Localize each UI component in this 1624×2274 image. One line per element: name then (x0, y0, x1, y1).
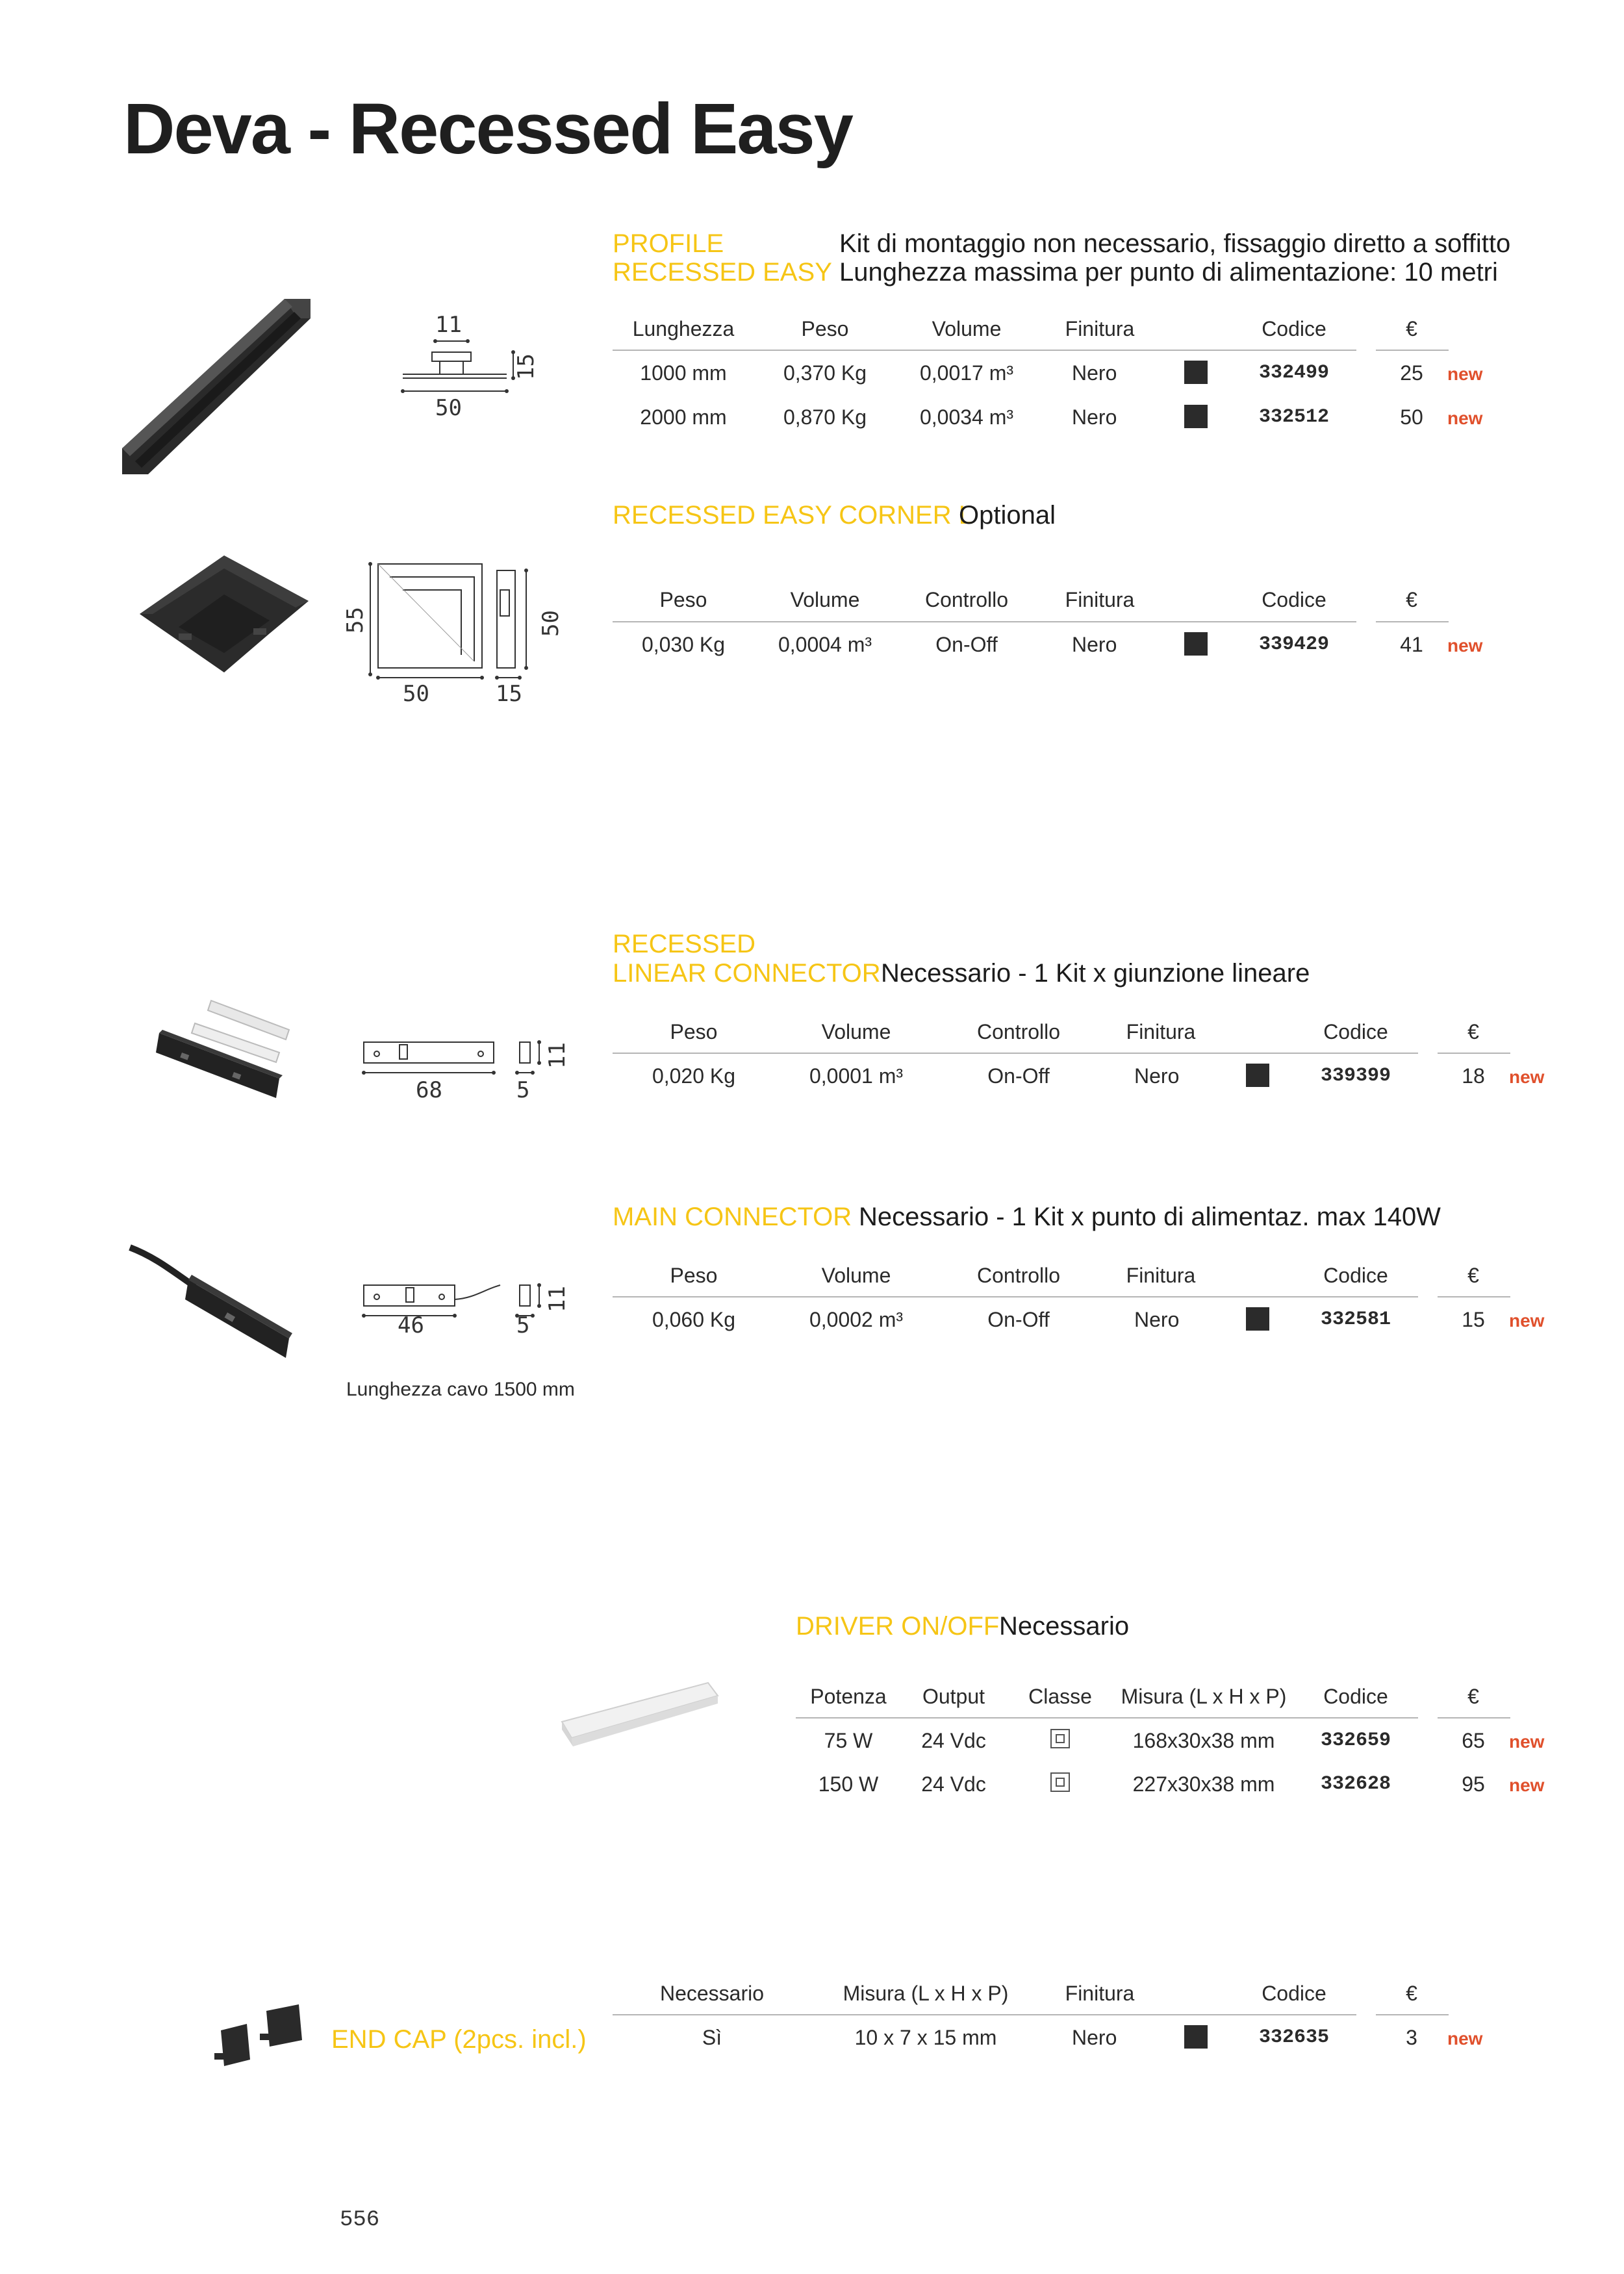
main-row1-weight: 0,060 Kg (652, 1308, 736, 1331)
linear-header-control: Controllo (976, 1020, 1061, 1043)
profile-row2-finish: Nero (1072, 405, 1117, 429)
corner-desc: Optional (959, 501, 1056, 530)
main-desc: Necessario - 1 Kit x punto di alimentaz. max 140W (859, 1203, 1441, 1231)
linear-header-weight: Peso (670, 1020, 718, 1043)
profile-price-rule (1376, 350, 1449, 351)
profile-row1-price: 25 (1400, 361, 1423, 385)
new-badge: new (1447, 635, 1483, 656)
main-header-rule (613, 1296, 1418, 1297)
profile-dimension-drawing (400, 338, 516, 396)
endcap-header-code: Codice (1262, 1982, 1326, 2005)
black-swatch-icon (1184, 632, 1208, 656)
new-badge: new (1509, 1775, 1545, 1795)
driver-row1-power: 75 W (824, 1729, 873, 1752)
new-badge: new (1447, 408, 1483, 428)
profile-row2-code: 332512 (1258, 406, 1330, 428)
main-connector-product-image (130, 1241, 292, 1358)
driver-header-class: Classe (1028, 1685, 1092, 1708)
profile-row1-finish: Nero (1072, 361, 1117, 385)
profile-header-price: € (1406, 317, 1417, 340)
linear-header-code: Codice (1323, 1020, 1388, 1043)
driver-row1-output: 24 Vdc (921, 1729, 986, 1752)
driver-row2-size: 227x30x38 mm (1132, 1772, 1275, 1796)
endcap-price-rule (1376, 2014, 1449, 2015)
profile-row1-weight: 0,370 Kg (783, 361, 867, 385)
corner-header-weight: Peso (659, 588, 707, 611)
profile-header-length: Lunghezza (632, 317, 735, 340)
linear-header-finish: Finitura (1126, 1020, 1196, 1043)
new-badge: new (1509, 1731, 1545, 1752)
class-ii-double-insulation-icon (1050, 1772, 1070, 1792)
end-cap-name: END CAP (2pcs. incl.) (331, 2025, 587, 2054)
endcap-header-rule (613, 2014, 1356, 2015)
profile-row2-volume: 0,0034 m³ (919, 405, 1014, 429)
corner-header-code: Codice (1262, 588, 1326, 611)
driver-row2-output: 24 Vdc (921, 1772, 986, 1796)
linear-price-rule (1438, 1053, 1510, 1054)
driver-header-size: Misura (L x H x P) (1121, 1685, 1287, 1708)
black-swatch-icon (1184, 361, 1208, 384)
corner-header-control: Controllo (924, 588, 1009, 611)
page-number: 556 (340, 2208, 380, 2232)
endcap-header-size: Misura (L x H x P) (843, 1982, 1009, 2005)
main-row1-volume: 0,0002 m³ (809, 1308, 904, 1331)
black-swatch-icon (1184, 2025, 1208, 2049)
corner-dimension-drawing (364, 564, 539, 681)
linear-name-line2: LINEAR CONNECTOR (613, 959, 881, 988)
corner-header-rule (613, 621, 1356, 622)
page-title: Deva - Recessed Easy (123, 89, 852, 169)
driver-name: DRIVER ON/OFF (796, 1612, 1000, 1641)
corner-dim-left: 55 (342, 607, 368, 633)
profile-header-finish: Finitura (1065, 317, 1135, 340)
main-connector-dimension-drawing (361, 1280, 568, 1332)
linear-header-rule (613, 1053, 1418, 1054)
profile-name-line1: PROFILE (613, 229, 724, 258)
profile-dim-side: 15 (513, 353, 539, 380)
main-row1-price: 15 (1462, 1308, 1485, 1331)
linear-row1-price: 18 (1462, 1064, 1485, 1088)
main-header-code: Codice (1323, 1264, 1388, 1287)
main-row1-finish: Nero (1134, 1308, 1180, 1331)
main-row1-control: On-Off (987, 1308, 1050, 1331)
corner-product-image (140, 556, 309, 672)
linear-header-price: € (1467, 1020, 1479, 1043)
driver-row2-price: 95 (1462, 1772, 1485, 1796)
profile-header-code: Codice (1262, 317, 1326, 340)
linear-desc: Necessario - 1 Kit x giunzione lineare (881, 959, 1310, 988)
new-badge: new (1447, 2028, 1483, 2049)
profile-desc-line1: Kit di montaggio non necessario, fissaggio diretto a soffitto (839, 229, 1511, 258)
main-name: MAIN CONNECTOR (613, 1203, 852, 1231)
driver-header-price: € (1467, 1685, 1479, 1708)
corner-row1-price: 41 (1400, 633, 1423, 656)
class-ii-double-insulation-icon (1050, 1729, 1070, 1748)
profile-row2-price: 50 (1400, 405, 1423, 429)
cable-length-note: Lunghezza cavo 1500 mm (346, 1379, 575, 1400)
main-dim-length: 46 (398, 1312, 424, 1338)
new-badge: new (1447, 364, 1483, 384)
corner-dim-bottom-a: 50 (403, 681, 429, 707)
endcap-row1-code: 332635 (1258, 2026, 1330, 2049)
linear-name-line1: RECESSED (613, 930, 756, 958)
main-row1-code: 332581 (1320, 1309, 1391, 1331)
black-swatch-icon (1246, 1307, 1269, 1331)
linear-dim-height: 11 (544, 1042, 570, 1069)
profile-header-rule (613, 350, 1356, 351)
profile-row1-volume: 0,0017 m³ (919, 361, 1014, 385)
corner-row1-finish: Nero (1072, 633, 1117, 656)
driver-product-image (559, 1676, 721, 1748)
corner-name: RECESSED EASY CORNER L (613, 501, 973, 530)
endcap-header-required: Necessario (659, 1982, 765, 2005)
main-dim-width: 5 (516, 1312, 530, 1338)
linear-row1-volume: 0,0001 m³ (809, 1064, 904, 1088)
corner-row1-control: On-Off (935, 633, 998, 656)
corner-row1-weight: 0,030 Kg (641, 633, 726, 656)
endcap-row1-size: 10 x 7 x 15 mm (854, 2026, 997, 2049)
black-swatch-icon (1184, 405, 1208, 428)
corner-dim-bottom-b: 15 (496, 681, 522, 707)
driver-header-rule (796, 1717, 1418, 1718)
driver-header-output: Output (922, 1685, 985, 1708)
driver-header-code: Codice (1323, 1685, 1388, 1708)
corner-price-rule (1376, 621, 1449, 622)
linear-header-volume: Volume (821, 1020, 891, 1043)
profile-dim-bottom: 50 (435, 395, 462, 421)
main-dim-height: 11 (544, 1286, 570, 1312)
corner-header-finish: Finitura (1065, 588, 1135, 611)
endcap-header-price: € (1406, 1982, 1417, 2005)
main-header-volume: Volume (821, 1264, 891, 1287)
corner-header-volume: Volume (790, 588, 860, 611)
endcap-row1-required: Sì (702, 2026, 722, 2049)
driver-price-rule (1438, 1717, 1510, 1718)
corner-header-price: € (1406, 588, 1417, 611)
end-cap-product-image (214, 2004, 305, 2076)
profile-row2-weight: 0,870 Kg (783, 405, 867, 429)
linear-dim-width: 5 (516, 1077, 530, 1103)
corner-row1-code: 339429 (1258, 633, 1330, 656)
endcap-row1-price: 3 (1406, 2026, 1417, 2049)
main-header-control: Controllo (976, 1264, 1061, 1287)
endcap-row1-finish: Nero (1072, 2026, 1117, 2049)
profile-dim-top: 11 (435, 312, 462, 338)
driver-header-power: Potenza (810, 1685, 887, 1708)
main-header-price: € (1467, 1264, 1479, 1287)
linear-connector-product-image (156, 994, 299, 1098)
linear-row1-code: 339399 (1320, 1065, 1391, 1087)
driver-row1-price: 65 (1462, 1729, 1485, 1752)
profile-row1-length: 1000 mm (640, 361, 727, 385)
new-badge: new (1509, 1067, 1545, 1087)
driver-row2-code: 332628 (1320, 1773, 1391, 1795)
linear-row1-finish: Nero (1134, 1064, 1180, 1088)
main-price-rule (1438, 1296, 1510, 1297)
main-header-weight: Peso (670, 1264, 718, 1287)
corner-dim-right: 50 (538, 610, 564, 637)
linear-connector-dimension-drawing (361, 1037, 568, 1089)
main-header-finish: Finitura (1126, 1264, 1196, 1287)
corner-row1-volume: 0,0004 m³ (778, 633, 872, 656)
linear-dim-length: 68 (416, 1077, 442, 1103)
driver-row1-code: 332659 (1320, 1730, 1391, 1752)
endcap-header-finish: Finitura (1065, 1982, 1135, 2005)
linear-row1-control: On-Off (987, 1064, 1050, 1088)
linear-row1-weight: 0,020 Kg (652, 1064, 736, 1088)
profile-row1-code: 332499 (1258, 362, 1330, 384)
profile-header-volume: Volume (932, 317, 1002, 340)
driver-row2-power: 150 W (818, 1772, 879, 1796)
profile-name-line2: RECESSED EASY (613, 258, 832, 287)
driver-desc: Necessario (999, 1612, 1130, 1641)
new-badge: new (1509, 1310, 1545, 1331)
profile-row2-length: 2000 mm (640, 405, 727, 429)
profile-header-weight: Peso (801, 317, 849, 340)
black-swatch-icon (1246, 1064, 1269, 1087)
driver-row1-size: 168x30x38 mm (1132, 1729, 1275, 1752)
profile-desc-line2: Lunghezza massima per punto di alimentazione: 10 metri (839, 258, 1498, 287)
profile-product-image (122, 286, 317, 474)
